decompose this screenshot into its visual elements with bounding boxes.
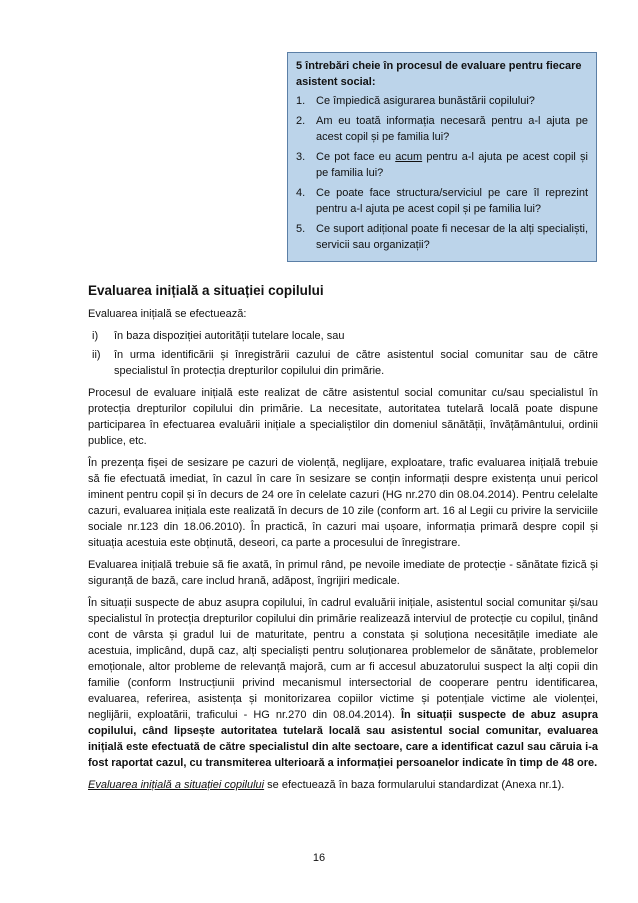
list-item-text: în urma identificării și înregistrării cazului de către asistentul social comunitar sau de către specialistul în protecția drepturilor copilului din primărie. <box>114 349 598 377</box>
key-question-text: Ce împiedică asigurarea bunăstării copilului? <box>316 95 535 107</box>
key-questions-list <box>296 93 588 253</box>
key-question-number: 4. <box>296 187 306 199</box>
list-item <box>88 328 598 344</box>
key-question-number: 5. <box>296 223 306 235</box>
page-number: 16 <box>312 852 326 864</box>
key-question-number: 1. <box>296 95 306 107</box>
list-item-text: în baza dispoziției autorității tutelare locale, sau <box>114 330 345 342</box>
key-question-item <box>296 113 588 145</box>
key-question-text: Am eu toată informația necesară pentru a-l ajuta pe acest copil și pe familia lui? <box>316 115 588 143</box>
paragraph-process: Procesul de evaluare inițială este realizat de către asistentul social comunitar cu/sau specialistul în protecția drepturilor copilului din primărie. La necesitate, autoritatea tutelară locală poate dispune participarea în efectuarea evaluării inițiale a specialiștilor din domeniul sănătății, învățământului, ordinii publice, etc. <box>88 387 598 447</box>
list-item <box>88 347 598 379</box>
paragraph-form-reference <box>88 777 598 793</box>
key-question-text-before: Ce pot face eu <box>316 151 396 163</box>
section-heading: Evaluarea inițială a situației copilului <box>88 283 324 298</box>
section-intro: Evaluarea inițială se efectuează: <box>88 308 247 320</box>
evaluation-basis-list <box>88 328 598 379</box>
form-reference-link[interactable]: Evaluarea inițială a situației copilului <box>88 779 265 791</box>
key-questions-box <box>287 52 597 262</box>
abuse-cases-text: În situații suspecte de abuz asupra copilului, în cadrul evaluării inițiale, asistentul social comunitar și/sau specialistul în protecția drepturilor copilului din primărie realizează interviul de protecție cu copilul, ținând cont de vârsta și gradul lui de maturitate, pentru a constata și soluționa necesitățile imediate ale acestuia, implicând, după caz, alți specialiști pentru soluționarea problemelor de sănătate, problemelor emoționale, altor probleme de relevanță majoră, cum ar fi accesul abuzatorului suspect la alți copii din familie (conform Instrucțiunii privind mecanismul intersectorial de cooperare pentru identificarea, evaluarea, referirea, asistența și monitorizarea copiilor victime și potențiale victime ale violenței, neglijării, exploatării, traficului - HG nr.270 din 08.04.2014). <box>88 597 598 721</box>
paragraph-abuse-cases <box>88 595 598 771</box>
key-question-emphasis: acum <box>395 151 423 163</box>
paragraph-timeline: În prezența fișei de sesizare pe cazuri de violență, neglijare, exploatare, trafic evaluarea inițială trebuie să fie efectuată imediat, în cazul în care în sesizare se conțin informații despre existența unui pericol iminent pentru copil și în decurs de 24 ore în celelate cazuri (HG nr.270 din 08.04.2014). Pentru celelalte cazuri, evaluarea inițiala este realizată în decurs de 10 zile (conform art. 16 al Legii cu privire la serviciile sociale nr.123 din 18.06.2010). În practică, în cazuri mai ușoare, informația primară despre copil și situația acestuia este obținută, deseori, ca parte a procesului de înregistrare. <box>88 457 598 549</box>
key-question-item <box>296 149 588 181</box>
list-item-number: ii) <box>92 349 101 361</box>
key-question-number: 3. <box>296 151 306 163</box>
key-question-text-after: pentru a-l ajuta pe acest copil și pe familia lui? <box>316 151 588 179</box>
key-question-item <box>296 93 588 109</box>
list-item-number: i) <box>92 330 99 342</box>
abuse-cases-bold-text: În situații suspecte de abuz asupra copilului, când lipsește autoritatea tutelară locală sau asistentul social comunitar, evaluarea inițială este efectuată de către specialistul din alte sectoare, care a identificat cazul sau căruia i-a fost raportat cazul, cu transmiterea ulterioară a informației persoanelor indicate în timp de 48 ore. <box>88 709 598 769</box>
main-content <box>88 282 598 799</box>
key-question-text: Ce suport adițional poate fi necesar de la alți specialiști, servicii sau organizații? <box>316 223 588 251</box>
form-reference-text: se efectuează în baza formularului standardizat (Anexa nr.1). <box>264 779 565 791</box>
key-question-item <box>296 221 588 253</box>
key-question-number: 2. <box>296 115 306 127</box>
key-questions-title: 5 întrebări cheie în procesul de evaluare pentru fiecare asistent social: <box>296 60 582 88</box>
paragraph-immediate-needs: Evaluarea inițială trebuie să fie axată, în primul rând, pe nevoile imediate de protecție - sănătate fizică și siguranță de bază, care includ hrană, adăpost, îngrijiri medicale. <box>88 559 598 587</box>
key-question-item <box>296 185 588 217</box>
key-question-text: Ce poate face structura/serviciul pe care îl reprezint pentru a-l ajuta pe acest copil și pe familia lui? <box>316 187 588 215</box>
